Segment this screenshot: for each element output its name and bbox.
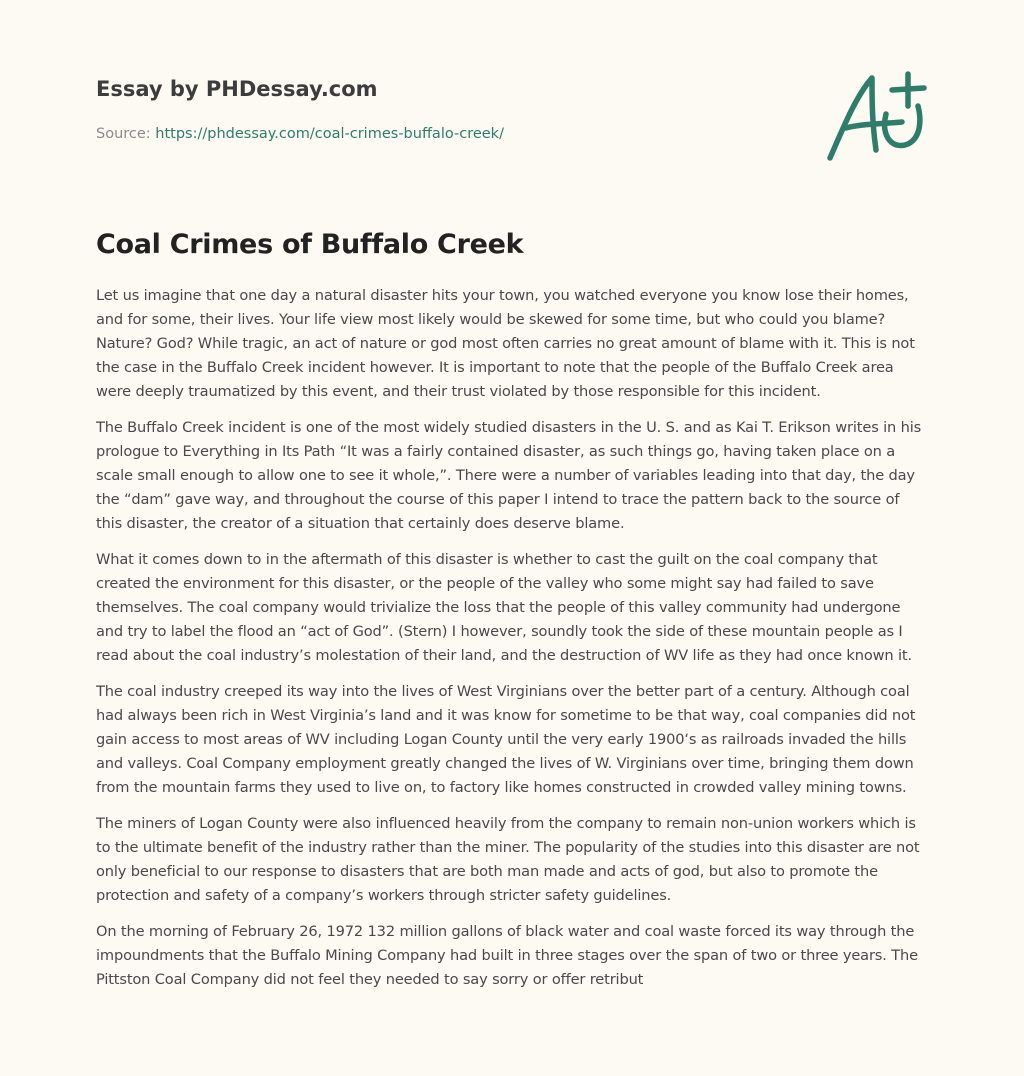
a-plus-grade-icon (820, 66, 930, 166)
essay-paragraph: What it comes down to in the aftermath of this disaster is whether to cast the guilt on the coal company that created the environment for this disaster, or the people of the valley who some might say had failed to save themselves. The coal company would trivialize the loss that the people of this valley community had undergone and try to label the flood an “act of God”. (Stern) I however, soundly took the side of these mountain people as I read about the coal industry’s molestation of their land, and the destruction of WV life as they had once known it. (96, 551, 912, 664)
essay-body (96, 284, 928, 1070)
essay-paragraph: Let us imagine that one day a natural disaster hits your town, you watched everyone you know lose their homes, and for some, their lives. Your life view most likely would be skewed for some time, but who could you blame? Nature? God? While tragic, an act of nature or god most often carries no great amount of blame with it. This is not the case in the Buffalo Creek incident however. It is important to note that the people of the Buffalo Creek area were deeply traumatized by this event, and their trust violated by those responsible for this incident. (96, 287, 915, 400)
site-brand: Essay by PHDessay.com (96, 77, 378, 101)
source-link[interactable]: https://phdessay.com/coal-crimes-buffalo-creek/ (155, 126, 504, 142)
source-label: Source: (96, 126, 156, 142)
essay-paragraph: On the morning of February 26, 1972 132 million gallons of black water and coal waste forced its way through the impoundments that the Buffalo Mining Company had built in three stages over the span of two or three years. The Pittston Coal Company did not feel they needed to say sorry or offer retribut (96, 923, 918, 988)
essay-header (96, 74, 796, 144)
source-line (96, 124, 796, 144)
essay-paragraph: The miners of Logan County were also influenced heavily from the company to remain non-union workers which is to the ultimate benefit of the industry rather than the miner. The popularity of the studies into this disaster are not only beneficial to our response to disasters that are both man made and acts of god, but also to promote the protection and safety of a company’s workers through stricter safety guidelines. (96, 815, 920, 904)
essay-paragraph: The coal industry creeped its way into the lives of West Virginians over the better part of a century. Although coal had always been rich in West Virginia’s land and it was know for sometime to be that way, coal companies did not gain access to most areas of WV including Logan County until the very early 1900‘s as railroads invaded the hills and valleys. Coal Company employment greatly changed the lives of W. Virginians over time, bringing them down from the mountain farms they used to live on, to factory like homes constructed in crowded valley mining towns. (96, 683, 916, 796)
essay-title: Coal Crimes of Buffalo Creek (96, 229, 524, 260)
essay-paragraph: The Buffalo Creek incident is one of the most widely studied disasters in the U. S. and as Kai T. Erikson writes in his prologue to Everything in Its Path “It was a fairly contained disaster, as such things go, having taken place on a scale small enough to allow one to see it whole,”. There were a number of variables leading into that day, the day the “dam” gave way, and throughout the course of this paper I intend to trace the pattern back to the source of this disaster, the creator of a situation that certainly does deserve blame. (96, 419, 922, 532)
